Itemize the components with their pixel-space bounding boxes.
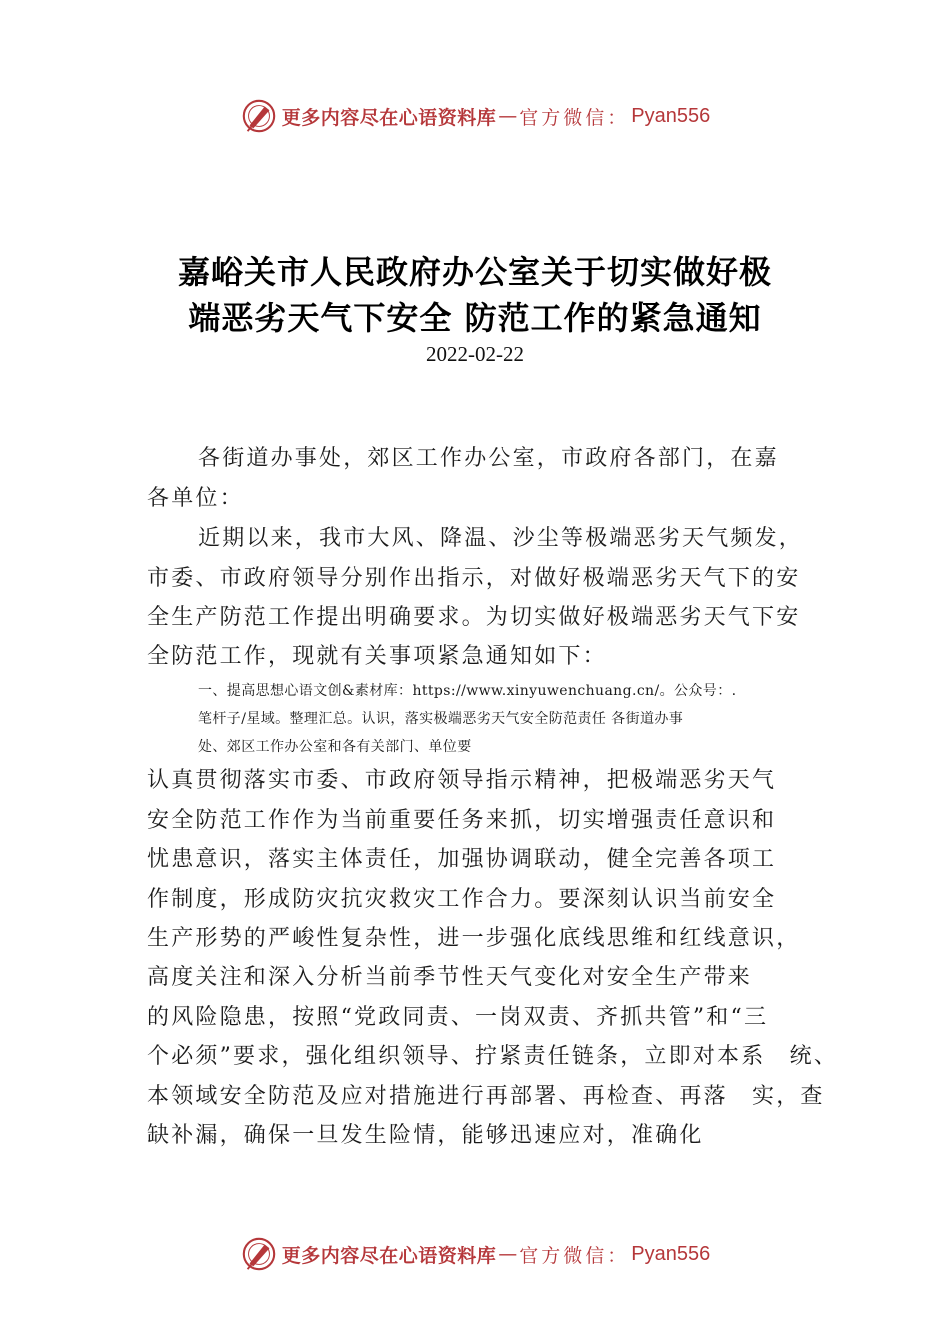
banner-wechat-label: 官方微信： (519, 1244, 630, 1267)
section-heading-line: 笔杆子/星域。整理汇总。认识，落实极端恶劣天气安全防范责任 各街道办事 (198, 711, 684, 727)
pen-nib-logo-icon (240, 1235, 278, 1273)
intro-line: 全生产防范工作提出明确要求。为切实做好极端恶劣天气下安 (147, 605, 801, 630)
footer-banner (0, 1234, 950, 1274)
intro-line: 全防范工作，现就有关事项紧急通知如下： (147, 644, 607, 669)
banner-wechat-label: 官方微信： (519, 106, 630, 129)
body-line: 本领域安全防范及应对措施进行再部署、再检查、再落 实，查 (147, 1084, 825, 1109)
body-line: 安全防范工作作为当前重要任务来抓，切实增强责任意识和 (147, 808, 777, 833)
body-line: 缺补漏，确保一旦发生险情，能够迅速应对，准确化 (147, 1123, 704, 1148)
banner-dash: — (498, 105, 518, 127)
pen-nib-logo-icon (240, 97, 278, 135)
intro-line: 市委、市政府领导分别作出指示，对做好极端恶劣天气下的安 (147, 566, 801, 591)
banner-brand-text: 更多内容尽在心语资料库 (281, 106, 497, 129)
section-heading-line: 一、提高思想心语文创&素材库：https://www.xinyuwenchuang.cn/。公众号：. (198, 683, 737, 699)
banner-wechat-id: Pyan556 (631, 104, 711, 127)
document-title-line-1: 嘉峪关市人民政府办公室关于切实做好极 (177, 253, 772, 291)
document-date: 2022-02-22 (426, 342, 524, 366)
body-line: 个必须”要求，强化组织领导、拧紧责任链条，立即对本系 统、 (147, 1044, 839, 1069)
banner-brand-text: 更多内容尽在心语资料库 (281, 1244, 497, 1267)
header-banner (0, 96, 950, 136)
banner-wechat-id: Pyan556 (631, 1242, 711, 1265)
body-line: 认真贯彻落实市委、市政府领导指示精神，把极端恶劣天气 (147, 768, 777, 793)
salutation-line: 各单位： (147, 486, 244, 511)
body-line: 的风险隐患，按照“党政同责、一岗双责、齐抓共管”和“三 (147, 1005, 769, 1030)
intro-line: 近期以来，我市大风、降温、沙尘等极端恶劣天气频发， (198, 526, 804, 551)
body-line: 忧患意识，落实主体责任，加强协调联动，健全完善各项工 (147, 847, 777, 872)
section-heading-line: 处、郊区工作办公室和各有关部门、单位要 (198, 739, 472, 755)
body-line: 生产形势的严峻性复杂性，进一步强化底线思维和红线意识， (147, 926, 801, 951)
body-line: 作制度，形成防灾抗灾救灾工作合力。要深刻认识当前安全 (147, 887, 777, 912)
banner-dash: — (498, 1243, 518, 1265)
salutation-line: 各街道办事处，郊区工作办公室，市政府各部门，在嘉 (198, 446, 779, 471)
document-title-line-2: 端恶劣天气下安全 防范工作的紧急通知 (188, 299, 762, 337)
body-line: 高度关注和深入分析当前季节性天气变化对安全生产带来 (147, 965, 753, 990)
